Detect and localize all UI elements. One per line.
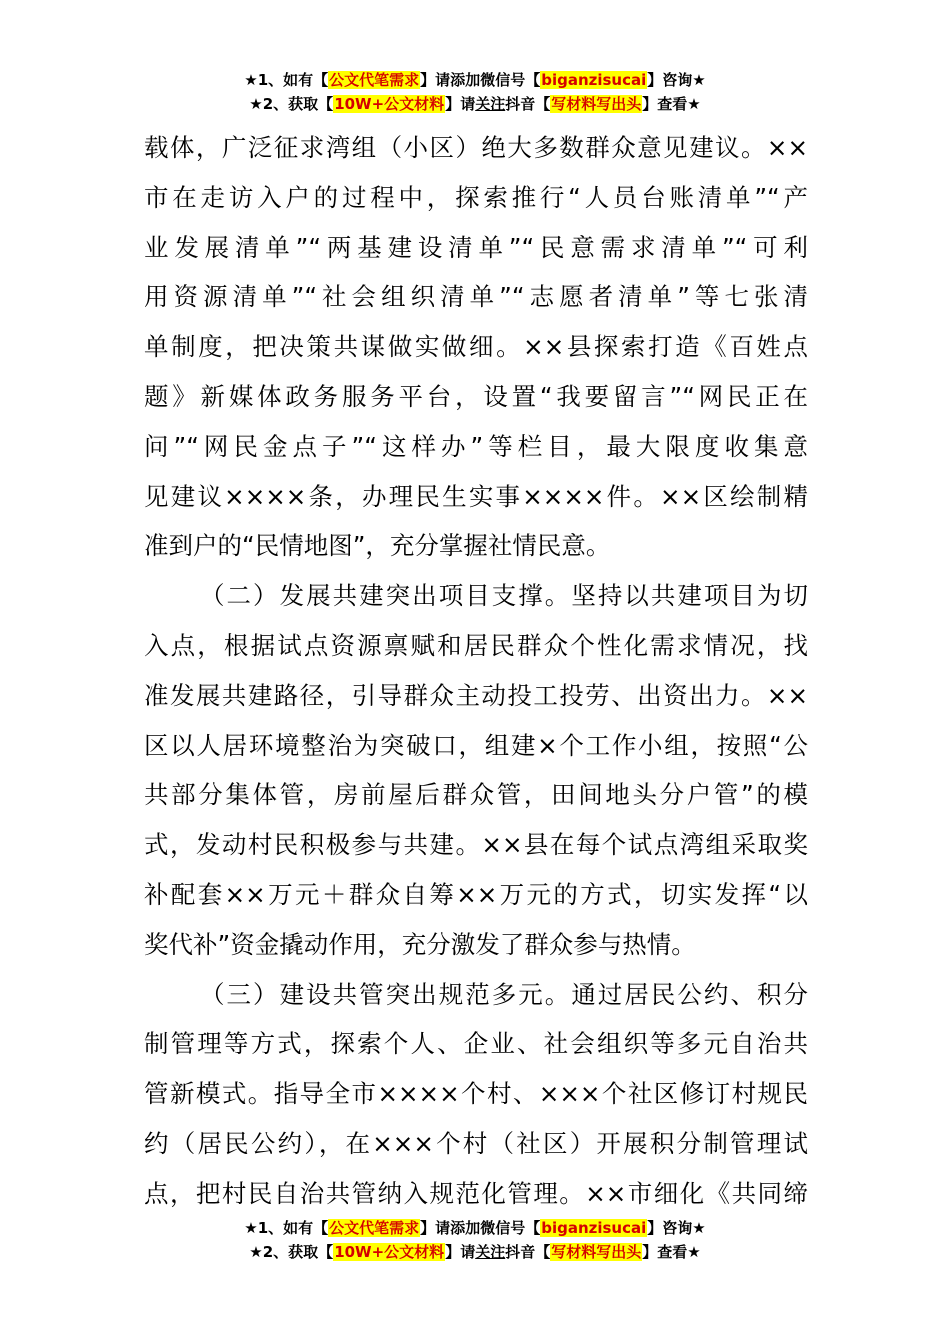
banner-line-2 <box>0 1240 950 1264</box>
section-heading-line: （二）发展共建突出项目支撑。坚持以共建项目为切 <box>200 581 808 611</box>
banner-text: 微信号【 <box>480 71 541 89</box>
banner-text: 微信号【 <box>480 1219 541 1237</box>
banner-text: 】请添 <box>420 1219 466 1237</box>
text-line: 业发展清单”“两基建设清单”“民意需求清单”“可利 <box>144 232 808 262</box>
text-line: 市在走访入户的过程中，探索推行“人员台账清单”“产 <box>144 182 808 212</box>
banner-text: 】查看★ <box>642 95 701 113</box>
banner-text: 】请 <box>445 95 476 113</box>
banner-line-1 <box>0 68 950 92</box>
document-body <box>144 123 808 1219</box>
banner-text: 关注 <box>475 1243 506 1261</box>
top-banner <box>0 68 950 116</box>
highlight-wechat-id: biganzisucai <box>541 71 647 89</box>
text-line: 问”“网民金点子”“这样办”等栏目，最大限度收集意 <box>144 431 808 461</box>
text-line: 管新模式。指导全市××××个村、×××个社区修订村规民 <box>144 1079 808 1109</box>
banner-text: ★1、如有【 <box>244 1219 329 1237</box>
highlight-ghostwriting: 公文代笔需求 <box>329 71 420 89</box>
text-line: 准发展共建路径，引导群众主动投工投劳、出资出力。×× <box>144 680 808 710</box>
banner-text: 抖音【 <box>505 95 551 113</box>
text-line: 准到户的“民情地图”，充分掌握社情民意。 <box>144 531 611 561</box>
highlight-wechat-id: biganzisucai <box>541 1219 647 1237</box>
text-line: 载体，广泛征求湾组（小区）绝大多数群众意见建议。×× <box>144 133 808 162</box>
highlight-douyin: 写材料写出头 <box>551 95 642 113</box>
text-line: 约（居民公约），在×××个村（社区）开展积分制管理试 <box>144 1128 808 1158</box>
text-line: 式，发动村民积极参与共建。××县在每个试点湾组采取奖 <box>144 830 808 860</box>
text-line: 补配套××万元＋群众自筹××万元的方式，切实发挥“以 <box>144 879 808 909</box>
text-line: 见建议××××条，办理民生实事××××件。××区绘制精 <box>144 481 808 511</box>
text-line: 题》新媒体政务服务平台，设置“我要留言”“网民正在 <box>144 381 808 411</box>
banner-text: 】请 <box>445 1243 476 1261</box>
banner-text: 】咨询★ <box>647 1219 706 1237</box>
bottom-banner <box>0 1216 950 1264</box>
text-line: 区以人居环境整治为突破口，组建×个工作小组，按照“公 <box>144 730 808 760</box>
text-line: 入点，根据试点资源禀赋和居民群众个性化需求情况，找 <box>144 630 808 660</box>
text-line: 制管理等方式，探索个人、企业、社会组织等多元自治共 <box>144 1029 808 1059</box>
highlight-ghostwriting: 公文代笔需求 <box>329 1219 420 1237</box>
section-heading-line: （三）建设共管突出规范多元。通过居民公约、积分 <box>200 979 808 1009</box>
banner-text: 抖音【 <box>505 1243 551 1261</box>
highlight-materials: 10W+公文材料 <box>334 1243 445 1261</box>
highlight-douyin: 写材料写出头 <box>551 1243 642 1261</box>
text-line: 用资源清单”“社会组织清单”“志愿者清单”等七张清 <box>144 282 808 312</box>
banner-line-1 <box>0 1216 950 1240</box>
banner-text: 】咨询★ <box>647 71 706 89</box>
banner-text: 关注 <box>475 95 506 113</box>
text-line: 奖代补”资金撬动作用，充分激发了群众参与热情。 <box>144 929 696 959</box>
banner-text: ★1、如有【 <box>244 71 329 89</box>
banner-text: ★2、获取【 <box>249 1243 334 1261</box>
banner-text: 】请添 <box>420 71 466 89</box>
banner-text: 加 <box>465 71 481 89</box>
text-line: 共部分集体管，房前屋后群众管，田间地头分户管”的模 <box>144 780 808 810</box>
banner-text: ★2、获取【 <box>249 95 334 113</box>
highlight-materials: 10W+公文材料 <box>334 95 445 113</box>
text-line: 单制度，把决策共谋做实做细。××县探索打造《百姓点 <box>144 332 808 362</box>
banner-text: 】查看★ <box>642 1243 701 1261</box>
text-line: 点，把村民自治共管纳入规范化管理。××市细化《共同缔 <box>144 1178 808 1208</box>
banner-text: 加 <box>465 1219 481 1237</box>
banner-line-2 <box>0 92 950 116</box>
